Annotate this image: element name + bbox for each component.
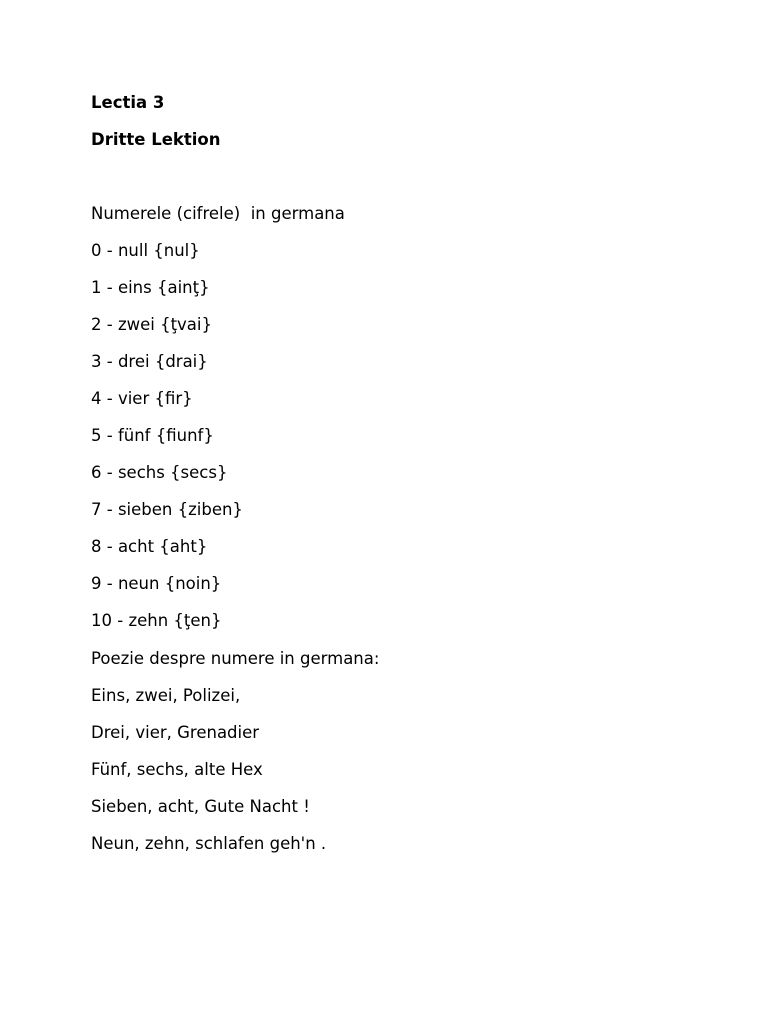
number-line-2: 2 - zwei {ţvai}	[91, 315, 213, 334]
poem-title: Poezie despre numere in germana:	[91, 649, 380, 668]
number-line-0: 0 - null {nul}	[91, 241, 200, 260]
number-line-9: 9 - neun {noin}	[91, 574, 222, 593]
poem-line-5: Neun, zehn, schlafen geh'n .	[91, 834, 327, 853]
poem-line-2: Drei, vier, Grenadier	[91, 723, 260, 742]
number-line-6: 6 - sechs {secs}	[91, 463, 228, 482]
number-line-8: 8 - acht {aht}	[91, 537, 208, 556]
number-line-4: 4 - vier {fir}	[91, 389, 193, 408]
poem-line-4: Sieben, acht, Gute Nacht !	[91, 797, 310, 816]
number-line-10: 10 - zehn {ţen}	[91, 611, 222, 630]
number-line-1: 1 - eins {ainţ}	[91, 278, 210, 297]
number-line-3: 3 - drei {drai}	[91, 352, 208, 371]
poem-line-1: Eins, zwei, Polizei,	[91, 686, 241, 705]
number-line-5: 5 - fünf {fiunf}	[91, 426, 214, 445]
lesson-subtitle: Dritte Lektion	[91, 130, 221, 149]
section-intro: Numerele (cifrele) in germana	[91, 204, 345, 223]
number-line-7: 7 - sieben {ziben}	[91, 500, 243, 519]
lesson-title: Lectia 3	[91, 93, 165, 112]
poem-line-3: Fünf, sechs, alte Hex	[91, 760, 263, 779]
